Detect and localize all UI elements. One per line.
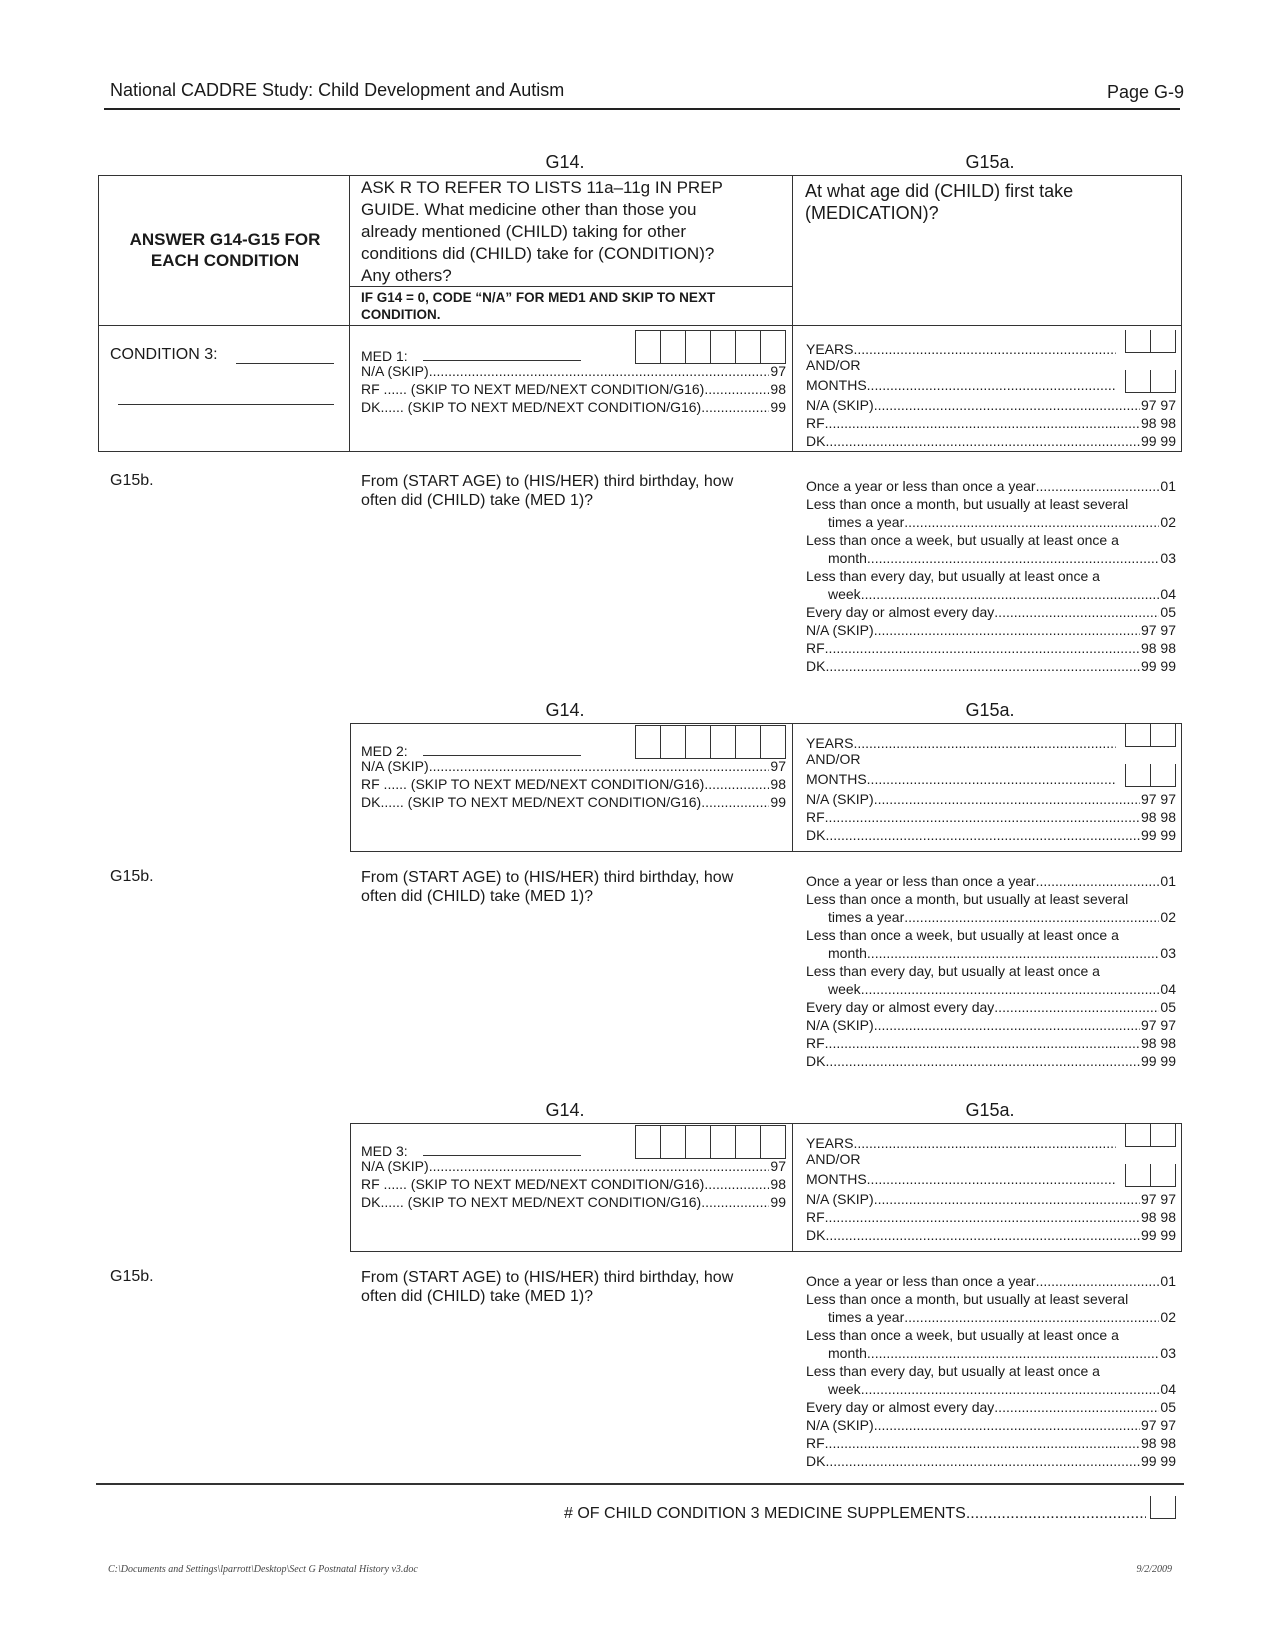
g14-question-line: Any others? — [361, 266, 452, 285]
summary-row — [564, 1505, 1146, 1523]
row-divider — [98, 325, 1182, 326]
g15b-options — [806, 477, 1176, 675]
med-code-boxes[interactable] — [635, 330, 786, 364]
freq-option-04-text: Less than every day, but usually at least once a — [806, 1363, 1100, 1379]
g15a-question — [805, 180, 1175, 224]
med2-g15a-cell — [806, 724, 1176, 844]
med3-g15a-cell — [806, 1124, 1176, 1244]
col-divider — [792, 1123, 793, 1252]
g15b-question — [361, 1268, 791, 1306]
med-label: MED 3: — [361, 1143, 408, 1159]
years-row: YEARS ..... — [806, 340, 1116, 358]
g15b-question-line: From (START AGE) to (HIS/HER) third birthday, how — [361, 1269, 734, 1286]
g15b-question-line: often did (CHILD) take (MED 1)? — [361, 1288, 594, 1305]
months-boxes[interactable] — [1125, 1164, 1176, 1187]
option-na[interactable]: N/A (SKIP) ..... 97 — [361, 362, 786, 380]
freq-option-05[interactable]: Every day or almost every day ..... 05 — [806, 1398, 1176, 1416]
g14-label: G14. — [545, 1100, 585, 1120]
g14-skip-instruction — [361, 289, 791, 323]
condition-name-field[interactable] — [236, 363, 334, 364]
option-na[interactable]: N/A (SKIP) ..... 97 97 — [806, 1016, 1176, 1034]
col-divider-2 — [792, 175, 793, 452]
condition-name-field-2[interactable] — [118, 404, 334, 405]
months-row: MONTHS ..... — [806, 376, 1116, 394]
option-na[interactable]: N/A (SKIP) ..... 97 — [361, 757, 786, 775]
years-boxes[interactable] — [1125, 724, 1176, 747]
freq-option-01[interactable]: Once a year or less than once a year ..... 01 — [806, 1272, 1176, 1290]
andor-label: AND/OR — [806, 751, 861, 767]
med-name-field[interactable] — [423, 1155, 581, 1156]
years-row: YEARS ..... — [806, 1134, 1116, 1152]
years-boxes[interactable] — [1125, 1124, 1176, 1147]
freq-option-01[interactable]: Once a year or less than once a year ..... 01 — [806, 872, 1176, 890]
g15b-question-line: From (START AGE) to (HIS/HER) third birthday, how — [361, 869, 734, 886]
g14-label: G14. — [545, 700, 585, 720]
skip-line: CONDITION. — [361, 307, 441, 322]
g15b-question-line: often did (CHILD) take (MED 1)? — [361, 492, 594, 509]
med-name-field[interactable] — [423, 360, 581, 361]
option-rf[interactable]: RF ...... (SKIP TO NEXT MED/NEXT CONDITION/G16) ..... 98 — [361, 380, 786, 398]
option-rf[interactable]: RF ..... 98 98 — [806, 414, 1176, 432]
header-rule — [104, 108, 1180, 110]
med1-g15a-cell — [806, 330, 1176, 450]
freq-option-03-text: Less than once a week, but usually at least once a — [806, 1327, 1119, 1343]
option-dk[interactable]: DK ..... 99 99 — [806, 1052, 1176, 1070]
summary-label: # OF CHILD CONDITION 3 MEDICINE SUPPLEMENTS — [564, 1505, 966, 1522]
col-divider-1 — [349, 175, 350, 452]
page-number: Page G-9 — [1106, 82, 1184, 102]
freq-option-04[interactable]: week ..... 04 — [806, 1380, 1176, 1398]
months-row: MONTHS ..... — [806, 1170, 1116, 1188]
option-na[interactable]: N/A (SKIP) ..... 97 97 — [806, 621, 1176, 639]
andor-label: AND/OR — [806, 1151, 861, 1167]
document-title: National CADDRE Study: Child Development and Autism — [110, 80, 565, 100]
option-rf[interactable]: RF ..... 98 98 — [806, 639, 1176, 657]
option-na[interactable]: N/A (SKIP) ..... 97 97 — [806, 1416, 1176, 1434]
g15a-label: G15a. — [965, 700, 1015, 720]
summary-leader — [564, 1505, 1146, 1523]
freq-option-03[interactable]: month ..... 03 — [806, 549, 1176, 567]
g15b-options — [806, 872, 1176, 1070]
g15b-label: G15b. — [110, 868, 154, 885]
freq-option-02[interactable]: times a year ..... 02 — [806, 1308, 1176, 1326]
skip-line: IF G14 = 0, CODE “N/A” FOR MED1 AND SKIP TO NEXT — [361, 290, 716, 305]
med-name-field[interactable] — [423, 755, 581, 756]
g15a-question-line: (MEDICATION)? — [805, 203, 939, 223]
g14-label: G14. — [545, 152, 585, 172]
med-label: MED 2: — [361, 743, 408, 759]
option-rf[interactable]: RF ...... (SKIP TO NEXT MED/NEXT CONDITION/G16) ..... 98 — [361, 1175, 786, 1193]
option-dk[interactable]: DK ..... 99 99 — [806, 1226, 1176, 1244]
summary-rule — [96, 1483, 1184, 1485]
g15b-question-line: often did (CHILD) take (MED 1)? — [361, 888, 594, 905]
g14-question — [361, 177, 791, 287]
option-dk[interactable]: DK ..... 99 99 — [806, 432, 1176, 450]
months-boxes[interactable] — [1125, 370, 1176, 393]
g15b-options — [806, 1272, 1176, 1470]
med-label: MED 1: — [361, 348, 408, 364]
footer-file-path: C:\Documents and Settings\lparrott\Desktop\Sect G Postnatal History v3.doc — [108, 1564, 418, 1575]
freq-option-04-text: Less than every day, but usually at least once a — [806, 568, 1100, 584]
option-na[interactable]: N/A (SKIP) ..... 97 97 — [806, 396, 1176, 414]
freq-option-04[interactable]: week ..... 04 — [806, 980, 1176, 998]
option-rf[interactable]: RF ..... 98 98 — [806, 808, 1176, 826]
option-dk[interactable]: DK ..... 99 99 — [806, 657, 1176, 675]
months-boxes[interactable] — [1125, 764, 1176, 787]
freq-option-02-text: Less than once a month, but usually at least several — [806, 1291, 1129, 1307]
andor-label: AND/OR — [806, 357, 861, 373]
option-dk[interactable]: DK ..... 99 99 — [806, 1452, 1176, 1470]
g15a-question-line: At what age did (CHILD) first take — [805, 181, 1074, 201]
freq-option-05[interactable]: Every day or almost every day ..... 05 — [806, 998, 1176, 1016]
g15b-question-line: From (START AGE) to (HIS/HER) third birthday, how — [361, 473, 734, 490]
years-row: YEARS ..... — [806, 734, 1116, 752]
g14-question-line: already mentioned (CHILD) taking for other — [361, 222, 687, 241]
option-dk[interactable]: DK...... (SKIP TO NEXT MED/NEXT CONDITION/G16) ..... 99 — [361, 1193, 786, 1211]
freq-option-05[interactable]: Every day or almost every day ..... 05 — [806, 603, 1176, 621]
freq-option-02[interactable]: times a year ..... 02 — [806, 513, 1176, 531]
g15a-label: G15a. — [965, 1100, 1015, 1120]
option-rf[interactable]: RF ..... 98 98 — [806, 1434, 1176, 1452]
option-dk[interactable]: DK...... (SKIP TO NEXT MED/NEXT CONDITION/G16) ..... 99 — [361, 398, 786, 416]
med-code-boxes[interactable] — [635, 725, 786, 759]
option-na[interactable]: N/A (SKIP) ..... 97 97 — [806, 790, 1176, 808]
option-na[interactable]: N/A (SKIP) ..... 97 97 — [806, 1190, 1176, 1208]
med3-g14-cell — [361, 1125, 786, 1211]
med-code-boxes[interactable] — [635, 1125, 786, 1159]
g15b-label: G15b. — [110, 1268, 154, 1285]
months-row: MONTHS ..... — [806, 770, 1116, 788]
freq-option-02[interactable]: times a year ..... 02 — [806, 908, 1176, 926]
g14-question-line: conditions did (CHILD) take for (CONDITION)? — [361, 244, 715, 263]
g14-question-line: ASK R TO REFER TO LISTS 11a–11g IN PREP — [361, 178, 723, 197]
col-divider — [792, 723, 793, 852]
option-dk[interactable]: DK ..... 99 99 — [806, 826, 1176, 844]
g14-question-line: GUIDE. What medicine other than those you — [361, 200, 697, 219]
footer-date: 9/2/2009 — [1136, 1564, 1172, 1575]
g15a-label: G15a. — [965, 152, 1015, 172]
option-rf[interactable]: RF ...... (SKIP TO NEXT MED/NEXT CONDITION/G16) ..... 98 — [361, 775, 786, 793]
g15b-label: G15b. — [110, 472, 154, 489]
years-boxes[interactable] — [1125, 330, 1176, 353]
med2-g14-cell — [361, 725, 786, 811]
option-na[interactable]: N/A (SKIP) ..... 97 — [361, 1157, 786, 1175]
freq-option-03-text: Less than once a week, but usually at least once a — [806, 927, 1119, 943]
freq-option-03[interactable]: month ..... 03 — [806, 1344, 1176, 1362]
summary-count-box[interactable] — [1150, 1496, 1176, 1519]
g15b-question — [361, 472, 791, 510]
option-dk[interactable]: DK...... (SKIP TO NEXT MED/NEXT CONDITION/G16) ..... 99 — [361, 793, 786, 811]
freq-option-03[interactable]: month ..... 03 — [806, 944, 1176, 962]
freq-option-03-text: Less than once a week, but usually at least once a — [806, 532, 1119, 548]
freq-option-04[interactable]: week ..... 04 — [806, 585, 1176, 603]
g15b-question — [361, 868, 791, 906]
freq-option-01[interactable]: Once a year or less than once a year ..... 01 — [806, 477, 1176, 495]
med1-g14-cell — [361, 330, 786, 416]
freq-option-04-text: Less than every day, but usually at least once a — [806, 963, 1100, 979]
option-rf[interactable]: RF ..... 98 98 — [806, 1208, 1176, 1226]
option-rf[interactable]: RF ..... 98 98 — [806, 1034, 1176, 1052]
freq-option-02-text: Less than once a month, but usually at least several — [806, 496, 1129, 512]
freq-option-02-text: Less than once a month, but usually at least several — [806, 891, 1129, 907]
condition-label: CONDITION 3: — [110, 346, 218, 363]
instruction-text: ANSWER G14-G15 FOR EACH CONDITION — [129, 230, 321, 270]
